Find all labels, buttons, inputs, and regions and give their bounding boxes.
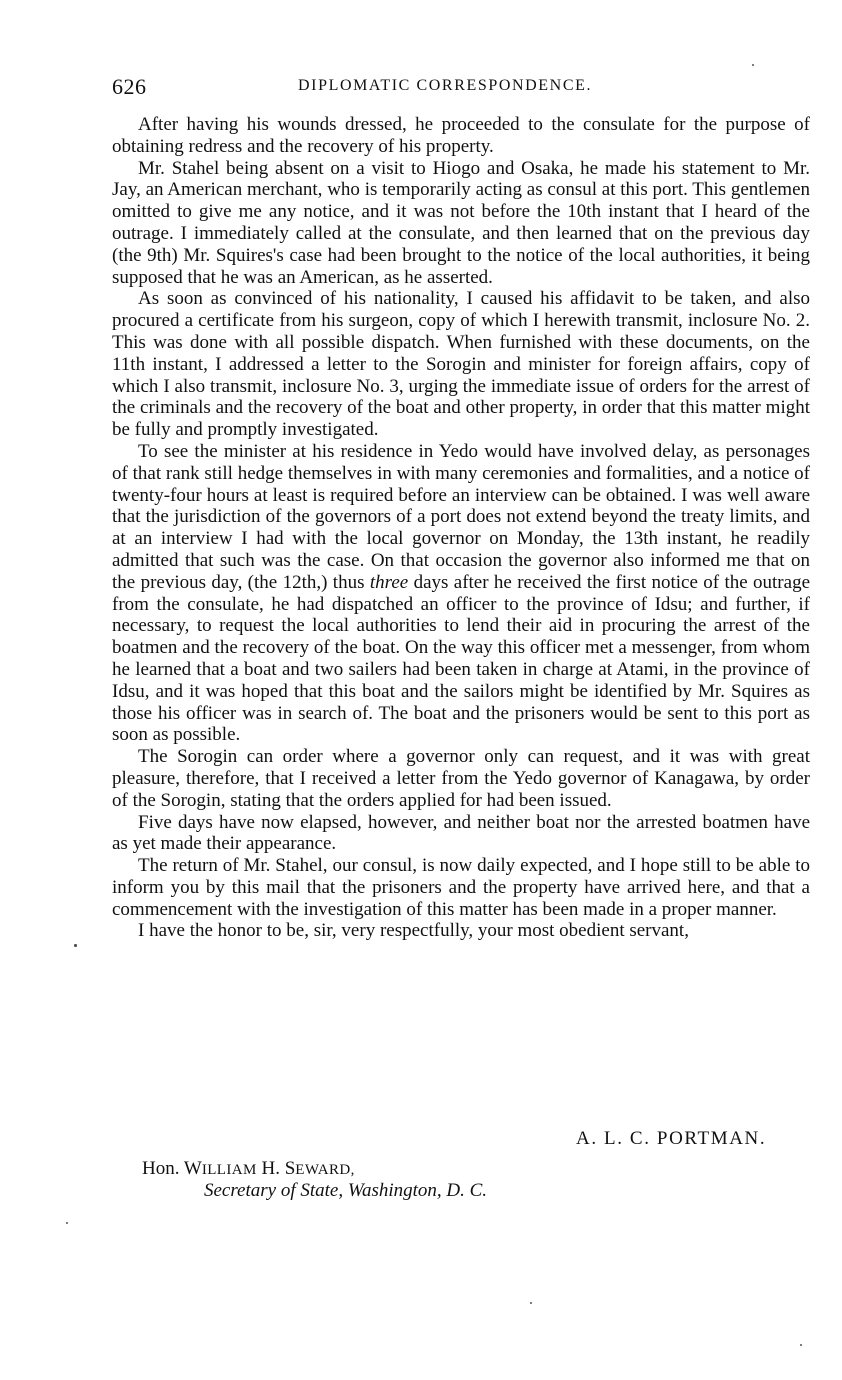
addressee-honorific: Hon. bbox=[142, 1158, 180, 1179]
addressee-first-rest: ILLIAM bbox=[201, 1162, 257, 1178]
closing-paragraph: I have the honor to be, sir, very respectfully, your most obedient servant, bbox=[138, 920, 689, 942]
paragraph-5: The Sorogin can order where a governor only can request, and it was with great pleasure, therefore, that I received a letter from the Yedo governor of Kanagawa, by order of the Sorogin, stating that the orders applied for had been issued. bbox=[112, 746, 810, 811]
paper-speck bbox=[66, 1222, 68, 1224]
addressee-middle: H. bbox=[261, 1158, 280, 1179]
paragraph-7: The return of Mr. Stahel, our consul, is now daily expected, and I hope still to be able to inform you by this mail that the prisoners and the property have arrived here, and that a commencement with the investigation of this matter has been made in a proper manner. bbox=[112, 855, 810, 920]
paper-speck bbox=[530, 1302, 532, 1304]
addressee-line bbox=[142, 1158, 355, 1180]
paragraph-4 bbox=[112, 441, 810, 746]
signature: A. L. C. PORTMAN. bbox=[576, 1128, 767, 1149]
letter-body bbox=[112, 114, 810, 942]
paragraph-2: Mr. Stahel being absent on a visit to Hiogo and Osaka, he made his statement to Mr. Jay, an American merchant, who is temporarily acting as consul at this port. This gentlemen omitted to give me any notice, and it was not before the 10th instant that I heard of the outrage. I immediately called at the consulate, and then learned that on the previous day (the 9th) Mr. Squires's case had been brought to the notice of the local authorities, it being supposed that he was an American, as he asserted. bbox=[112, 157, 810, 288]
paragraph-4-part-1: To see the minister at his residence in Yedo would have involved delay, as personages of that rank still hedge themselves in with many ceremonies and formalities, and a notice of twenty-four hours at least is required before an interview can be obtained. I was well aware that the jurisdiction of the governors of a port does not extend beyond the treaty limits, and at an interview I had with the local governor on Monday, the 13th instant, he readily admitted that such was the case. On that occasion the governor also informed me that on the previous day, (the 12th,) thus bbox=[112, 440, 810, 593]
addressee-title: Secretary of State, Washington, D. C. bbox=[204, 1180, 488, 1201]
page-number: 626 bbox=[112, 74, 147, 99]
addressee-last-initial: S bbox=[284, 1158, 296, 1179]
paper-speck bbox=[752, 64, 754, 66]
paragraph-1: After having his wounds dressed, he proceeded to the consulate for the purpose of obtaining redress and the recovery of his property. bbox=[112, 114, 810, 157]
addressee-first-initial: W bbox=[183, 1158, 202, 1179]
page-header bbox=[112, 74, 812, 100]
addressee-last-rest: EWARD, bbox=[295, 1162, 355, 1178]
paragraph-4-part-2: days after he received the first notice of the outrage from the consulate, he had dispatched an officer to the province of Idsu; and further, if necessary, to request the local authorities to lend their aid in procuring the arrest of the boatmen and the recovery of the boat. On the way this officer met a messenger, from whom he learned that a boat and two sailers had been taken in charge at Atami, in the province of Idsu, and it was hoped that this boat and the sailors might be identified by Mr. Squires as those his officer was in search of. The boat and the prisoners would be sent to this port as soon as possible. bbox=[112, 571, 810, 746]
italic-word-three: three bbox=[369, 571, 409, 593]
running-head: DIPLOMATIC CORRESPONDENCE. bbox=[298, 77, 593, 94]
paper-speck bbox=[800, 1344, 802, 1346]
paragraph-6: Five days have now elapsed, however, and neither boat nor the arrested boatmen have as yet made their appearance. bbox=[112, 811, 810, 855]
paper-speck bbox=[74, 944, 77, 947]
paragraph-3: As soon as convinced of his nationality, I caused his affidavit to be taken, and also procured a certificate from his surgeon, copy of which I herewith transmit, inclosure No. 2. This was done with all possible dispatch. When furnished with these documents, on the 11th instant, I addressed a letter to the Sorogin and minister for foreign affairs, copy of which I also transmit, inclosure No. 3, urging the immediate issue of orders for the arrest of the criminals and the recovery of the boat and other property, in order that this matter might be fully and promptly investigated. bbox=[112, 288, 810, 441]
